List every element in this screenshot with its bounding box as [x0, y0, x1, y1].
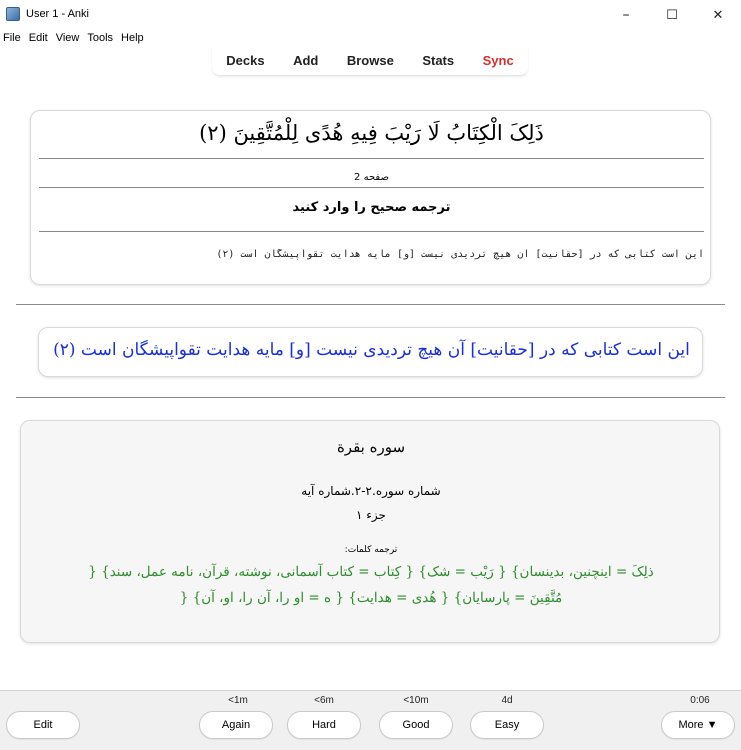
word-translation-line: مُتَّقِینَ = پارسایان} { هُدی = هدایت} { ه = او را، آن را، او، آن} {: [179, 590, 563, 606]
answer-card: [38, 327, 703, 377]
stats-link[interactable]: Stats: [422, 53, 455, 68]
easy-interval: 4d: [501, 695, 513, 706]
menu-view[interactable]: View: [55, 32, 80, 44]
juz-number: جزء ۱: [356, 508, 386, 522]
page-label: صفحه 2: [354, 172, 389, 183]
surah-name: سوره بقرة: [336, 438, 406, 456]
again-button[interactable]: Again: [199, 711, 273, 739]
window-title: User 1 - Anki: [26, 8, 89, 20]
more-button[interactable]: More ▼: [661, 711, 735, 739]
divider: [39, 231, 704, 232]
title-bar: [0, 0, 741, 30]
ayah-number: شماره سوره.۲-۲.شماره آیه: [301, 484, 441, 498]
close-button[interactable]: ✕: [712, 7, 724, 23]
menu-file[interactable]: File: [3, 32, 21, 44]
decks-link[interactable]: Decks: [226, 53, 265, 68]
review-timer: 0:06: [690, 695, 710, 706]
prompt-text: ترجمه صحیح را وارد کنید: [292, 200, 451, 215]
separator: [16, 397, 725, 398]
menu-help[interactable]: Help: [121, 32, 144, 44]
easy-button[interactable]: Easy: [470, 711, 544, 739]
divider: [39, 158, 704, 159]
hard-button[interactable]: Hard: [287, 711, 361, 739]
good-button[interactable]: Good: [379, 711, 453, 739]
word-translation-line: ذلِکَ = اینچنین، بدینسان} { رَیْب = شک} { کِتاب = کتاب آسمانی، نوشته، قرآن، نامه عمل، سند} {: [88, 564, 654, 580]
menu-bar: [0, 30, 741, 46]
hard-interval: <6m: [314, 695, 334, 706]
typed-answer: این است کتابی که در [حقانیت] آن هیچ تردیدی نیست [و] مایه هدایت تقواپیشگان است (۲): [216, 249, 704, 260]
separator: [16, 304, 725, 305]
edit-button[interactable]: Edit: [6, 711, 80, 739]
window-controls: [603, 0, 741, 30]
minimize-button[interactable]: –: [622, 7, 630, 23]
word-translations: [41, 559, 701, 611]
divider: [39, 187, 704, 188]
question-card: [30, 110, 711, 285]
arabic-verse: ذَلِکَ الْکِتَابُ لَا رَیْبَ فِیهِ هُدًی لِلْمُتَّقِینَ (۲): [199, 121, 544, 145]
menu-edit[interactable]: Edit: [28, 32, 48, 44]
answer-bar: [0, 690, 741, 750]
correct-translation: این است کتابی که در [حقانیت] آن هیچ تردیدی نیست [و] مایه هدایت تقواپیشگان است (۲): [53, 340, 690, 360]
menu-tools[interactable]: Tools: [87, 32, 114, 44]
browse-link[interactable]: Browse: [346, 53, 394, 68]
sync-link[interactable]: Sync: [482, 53, 514, 68]
word-translation-label: ترجمه کلمات:: [344, 545, 398, 555]
again-interval: <1m: [228, 695, 248, 706]
info-card: [20, 420, 720, 643]
anki-app-icon: [6, 7, 20, 21]
maximize-button[interactable]: ☐: [666, 7, 678, 23]
add-link[interactable]: Add: [293, 53, 319, 68]
main-toolbar: [212, 46, 528, 76]
good-interval: <10m: [403, 695, 429, 706]
